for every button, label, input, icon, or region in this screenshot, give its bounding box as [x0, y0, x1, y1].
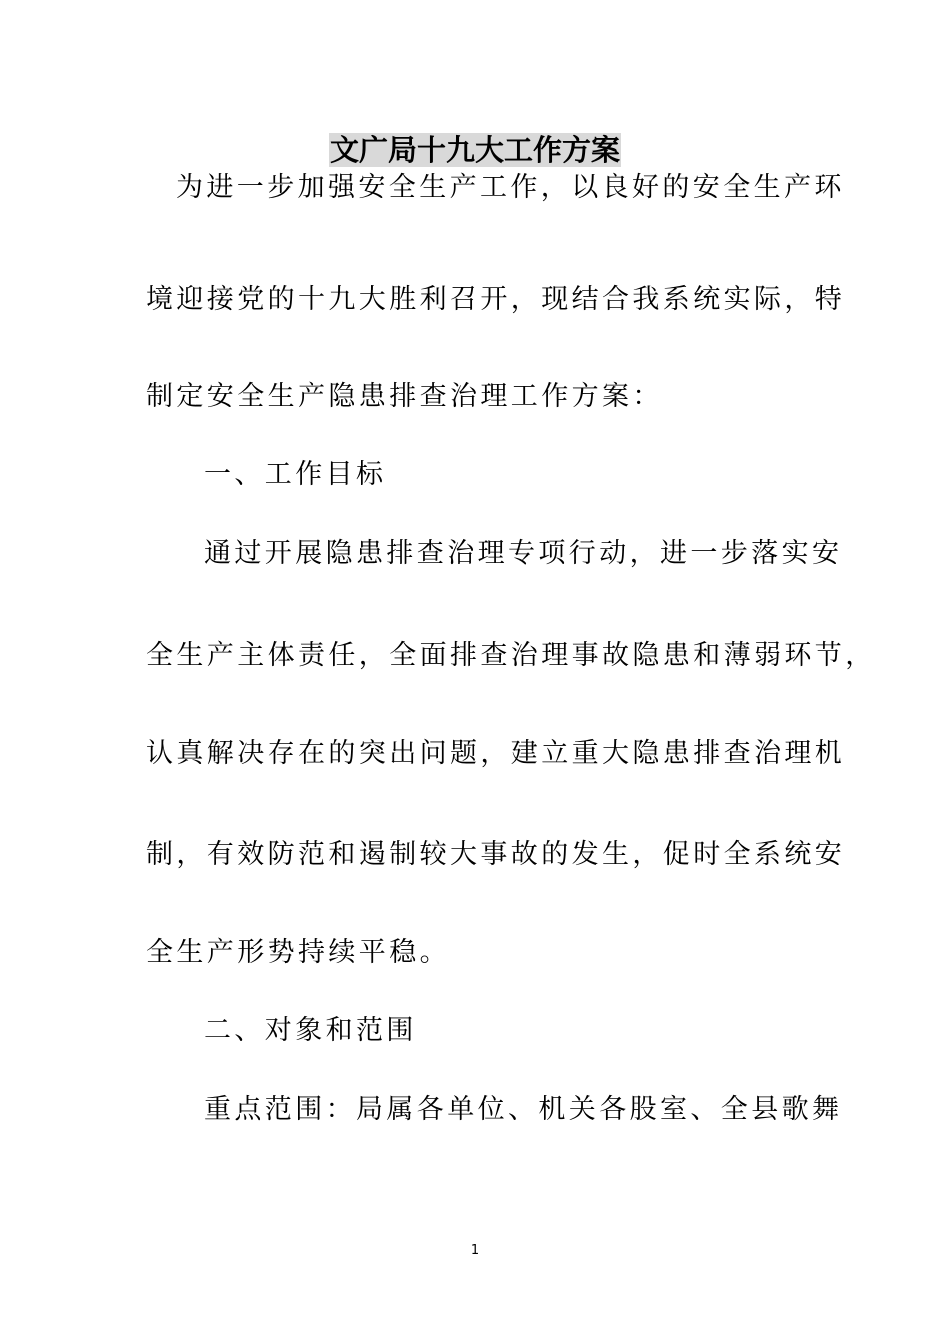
page-title-text: 文广局十九大工作方案	[329, 133, 620, 167]
paragraph-line: 境迎接党的十九大胜利召开，现结合我系统实际，特	[146, 284, 846, 315]
paragraph-line: 认真解决存在的突出问题，建立重大隐患排查治理机	[146, 738, 846, 769]
paragraph-line: 为进一步加强安全生产工作，以良好的安全生产环	[176, 172, 845, 203]
section-heading: 二、对象和范围	[204, 1015, 417, 1046]
paragraph-line: 全生产形势持续平稳。	[146, 937, 450, 968]
page-title	[0, 130, 950, 170]
section-heading: 一、工作目标	[204, 459, 387, 490]
paragraph-line: 重点范围：局属各单位、机关各股室、全县歌舞	[204, 1094, 843, 1125]
paragraph-line: 通过开展隐患排查治理专项行动，进一步落实安	[204, 538, 843, 569]
paragraph-line: 制，有效防范和遏制较大事故的发生，促时全系统安	[146, 839, 846, 870]
page-number: 1	[470, 1243, 480, 1258]
paragraph-line: 全生产主体责任，全面排查治理事故隐患和薄弱环节，	[146, 640, 876, 671]
paragraph-line: 制定安全生产隐患排查治理工作方案：	[146, 381, 663, 412]
